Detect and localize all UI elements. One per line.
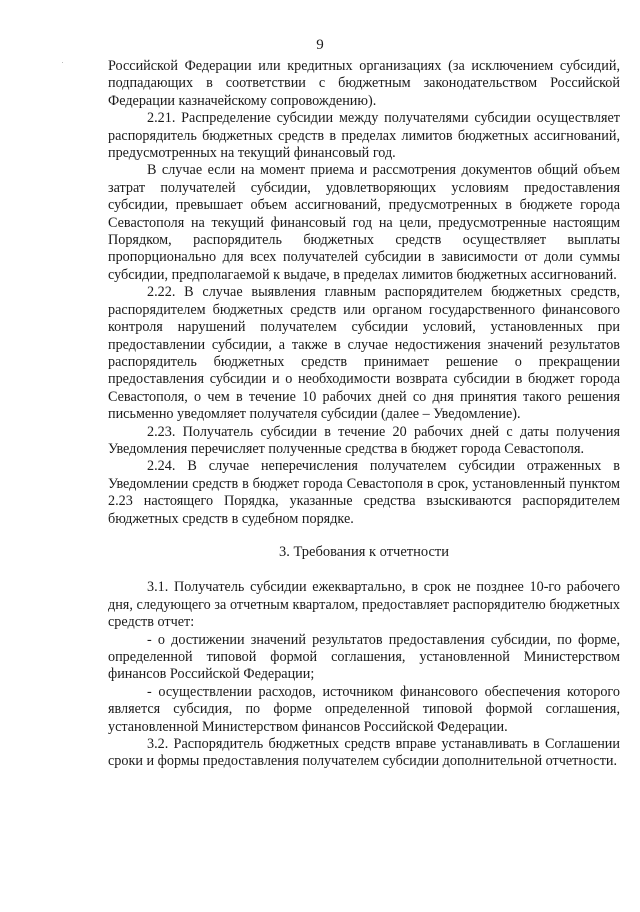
paragraph-3-1: 3.1. Получатель субсидии ежеквартально, в срок не позднее 10-го рабочего дня, следующего за отчетным кварталом, предоставляет распорядителю бюджетных средств отчет:: [108, 579, 620, 631]
paragraph-2-23: 2.23. Получатель субсидии в течение 20 рабочих дней с даты получения Уведомления перечисляет полученные средства в бюджет города Севастополя.: [108, 423, 620, 457]
list-item-results: - о достижении значений результатов предоставления субсидии, по форме, определенной типовой формой соглашения, установленной Министерством финансов Российской Федерации;: [108, 631, 620, 683]
paragraph-2-22: 2.22. В случае выявления главным распорядителем бюджетных средств, распорядителем бюджетных средств или органом государственного финансового контроля нарушений получателем субсидии условий, установленных при предоставлении субсидии, а также в случае недостижения значений результатов распорядитель бюджетных средств принимает решение о прекращении предоставления субсидии и о необходимости возврата субсидии в бюджет города Севастополя, о чем в течение 10 рабочих дней со дня принятия такого решения письменно уведомляет получателя субсидии (далее – Уведомление).: [108, 284, 620, 423]
paragraph-2-21-case: В случае если на момент приема и рассмотрения документов общий объем затрат получателей субсидии, удовлетворяющих условиям предоставления субсидии, превышает объем ассигнований, предусмотренных в бюджете города Севастополя на текущий финансовый год на цели, предусмотренные настоящим Порядком, распорядитель бюджетных средств осуществляет выплаты пропорционально для всех получателей субсидии в зависимости от доли суммы субсидии, предполагаемой к выдаче, в пределах лимитов бюджетных ассигнований.: [108, 162, 620, 283]
section-heading: 3. Требования к отчетности: [278, 543, 450, 560]
paragraph-2-21: 2.21. Распределение субсидии между получателями субсидии осуществляет распорядитель бюджетных средств в пределах лимитов бюджетных ассигнований, предусмотренных на текущий финансовый год.: [108, 110, 620, 162]
paragraph-2-24: 2.24. В случае неперечисления получателем субсидии отраженных в Уведомлении средств в бюджет города Севастополя в срок, установленный пунктом 2.23 настоящего Порядка, указанные средства взыскиваются распорядителем бюджетных средств в судебном порядке.: [108, 458, 620, 527]
page-number: 9: [316, 37, 324, 53]
paragraph-continuation: Российской Федерации или кредитных организациях (за исключением субсидий, подпадающих в соответствии с бюджетным законодательством Российской Федерации казначейскому сопровождению).: [108, 58, 620, 109]
scan-artifact: [62, 62, 63, 63]
document-body: [108, 58, 620, 771]
paragraph-3-2: 3.2. Распорядитель бюджетных средств вправе устанавливать в Соглашении сроки и формы предоставления получателем субсидии дополнительной отчетности.: [108, 736, 620, 770]
list-item-expenses: - осуществлении расходов, источником финансового обеспечения которого является субсидия, по форме определенной типовой формой соглашения, установленной Министерством финансов Российской Федерации.: [108, 683, 620, 735]
